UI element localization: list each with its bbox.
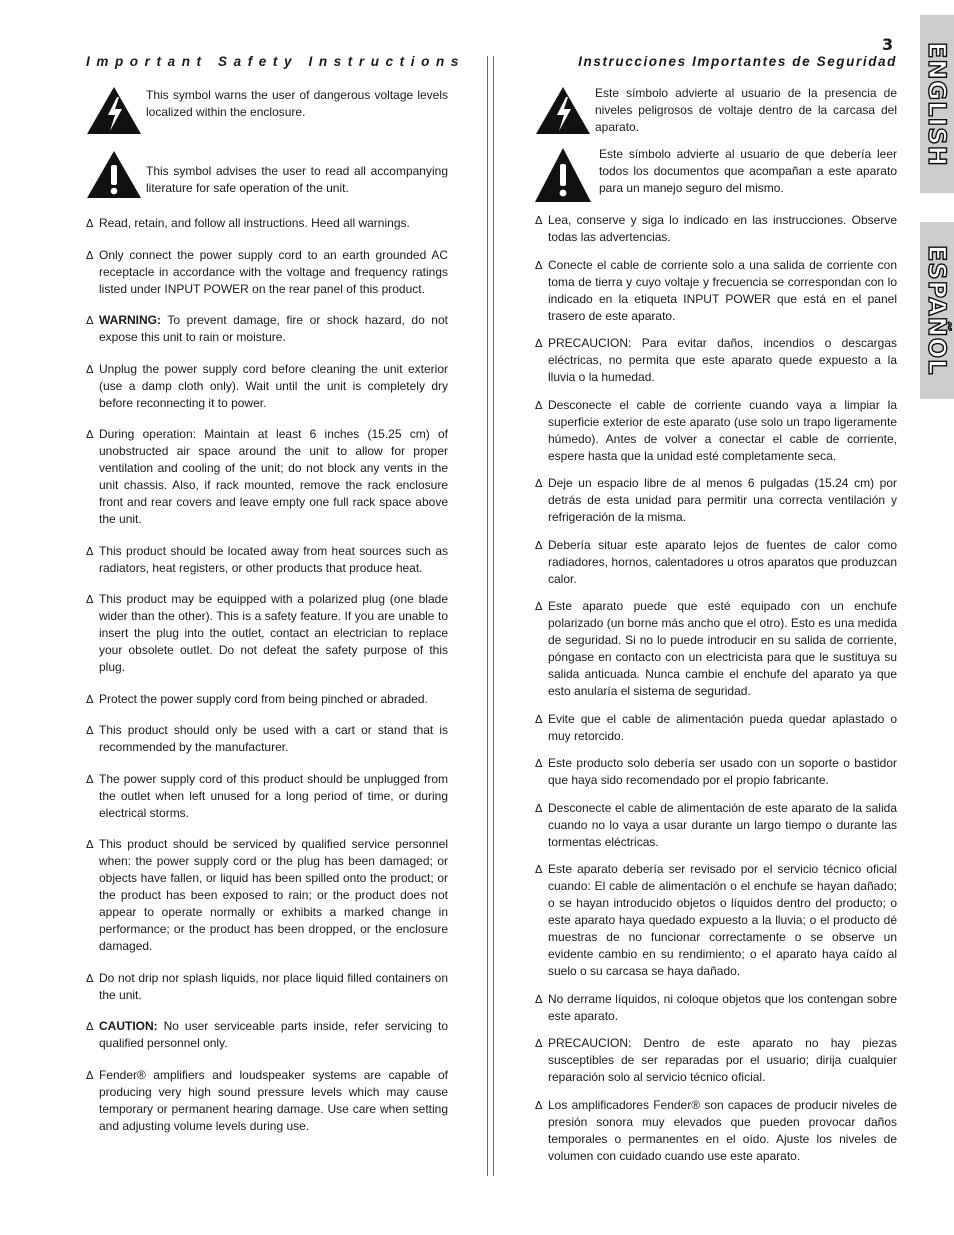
- delta-bullet-icon: Δ: [535, 712, 543, 726]
- list-item: Δ Este producto solo debería ser usado con un soporte o bastidor que haya sido recomendado por el propio fabricante.: [535, 756, 897, 787]
- delta-bullet-icon: Δ: [86, 971, 94, 985]
- delta-bullet-icon: Δ: [535, 477, 543, 490]
- exclamation-warning-icon: [535, 146, 591, 204]
- voltage-symbol-text: This symbol warns the user of dangerous voltage levels localized within the enclosure.: [146, 88, 448, 119]
- delta-bullet-icon: Δ: [535, 1098, 543, 1112]
- list-item: Δ PRECAUCION: Para evitar daños, incendios o descargas eléctricas, no permita que este aparato quede expuesto a la lluvia o la humedad.: [535, 336, 897, 384]
- delta-bullet-icon: Δ: [535, 757, 543, 770]
- delta-bullet-icon: Δ: [535, 1037, 543, 1050]
- delta-bullet-icon: Δ: [86, 217, 94, 230]
- literature-symbol-text-es: Este símbolo advierte al usuario de que debería leer todos los documentos que acompañan a este aparato para un manejo seguro del mismo.: [599, 147, 897, 195]
- list-item: Δ Read, retain, and follow all instructions. Heed all warnings.: [86, 216, 410, 230]
- delta-bullet-icon: Δ: [86, 362, 94, 376]
- list-item: Δ Lea, conserve y siga lo indicado en las instrucciones. Observe todas las advertencias.: [535, 213, 897, 244]
- tab-english-label: ENGLISH: [923, 41, 951, 167]
- voltage-symbol-text-es: Este símbolo advierte al usuario de la presencia de niveles peligrosos de voltaje dentro de la carcasa del aparato.: [595, 86, 897, 134]
- list-item: Δ CAUTION: No user serviceable parts inside, refer servicing to qualified personnel only.: [86, 1019, 448, 1050]
- tab-espanol: [920, 222, 954, 399]
- list-item: Δ This product should only be used with a cart or stand that is recommended by the manufacturer.: [86, 723, 448, 754]
- list-item: Δ Este aparato debería ser revisado por el servicio técnico oficial cuando: El cable de alimentación o el enchufe se hayan dañado; o se hayan introducido objetos o líquidos dentro del producto; o este aparato haya quedado expuesto a la lluvia; o el producto dé muestras de no funcionar correctamente o se observe un evidente cambio en su rendimiento; o el aparato haya caído al suelo o su carcasa se haya dañado.: [535, 862, 897, 978]
- list-item: Δ This product may be equipped with a polarized plug (one blade wider than the other). This is a safety feature. If you are unable to insert the plug into the outlet, contact an electrician to replace your obsolete outlet. Do not defeat the safety purpose of this plug.: [86, 592, 448, 674]
- spanish-instruction-list: [535, 212, 897, 1165]
- spanish-column: [535, 52, 897, 1175]
- list-item: Δ Debería situar este aparato lejos de fuentes de calor como radiadores, hornos, calentadores u otros aparatos que produzcan calor.: [535, 537, 897, 586]
- delta-bullet-icon: Δ: [86, 692, 94, 706]
- list-item: Δ This product should be serviced by qualified service personnel when: the power supply cord or the plug has been damaged; or objects have fallen, or liquid has been spilled onto the product; or the product has been exposed to rain; or the product does not appear to operate normally or exhibits a marked change in performance; or the product has been dropped, or the enclosure damaged.: [86, 837, 448, 953]
- list-item: Δ Evite que el cable de alimentación pueda quedar aplastado o muy retorcido.: [535, 711, 897, 743]
- tab-english: [920, 15, 954, 193]
- tab-espanol-label: ESPAÑOL: [923, 245, 951, 376]
- delta-bullet-icon: Δ: [86, 428, 94, 441]
- english-column: [86, 52, 465, 1149]
- spanish-heading: Instrucciones Importantes de Seguridad: [578, 54, 897, 69]
- delta-bullet-icon: Δ: [86, 544, 94, 558]
- list-item: Δ The power supply cord of this product should be unplugged from the outlet when left unused for a long period of time, or during electrical storms.: [86, 771, 448, 820]
- list-item: Δ Fender® amplifiers and loudspeaker systems are capable of producing very high sound pressure levels which may cause temporary or permanent hearing damage. Use care when setting and adjusting volume levels during use.: [86, 1067, 448, 1133]
- english-instruction-list: [86, 215, 448, 1135]
- delta-bullet-icon: Δ: [86, 248, 94, 262]
- delta-bullet-icon: Δ: [86, 593, 94, 606]
- list-item: Δ Only connect the power supply cord to an earth grounded AC receptacle in accordance with the voltage and frequency ratings listed under INPUT POWER on the rear panel of this product.: [86, 247, 448, 296]
- exclamation-warning-icon: [86, 149, 142, 199]
- list-item: Δ PRECAUCION: Dentro de este aparato no hay piezas susceptibles de ser reparadas por el usuario; dirija cualquier reparación solo al servicio técnico oficial.: [535, 1036, 897, 1084]
- voltage-warning-block: [86, 85, 448, 135]
- caution-label: CAUTION:: [99, 1019, 158, 1033]
- list-item: Δ Protect the power supply cord from being pinched or abraded.: [86, 691, 428, 706]
- delta-bullet-icon: Δ: [535, 600, 543, 613]
- english-heading: Important Safety Instructions: [86, 54, 465, 69]
- delta-bullet-icon: Δ: [535, 801, 543, 815]
- literature-warning-block: [86, 149, 448, 199]
- delta-bullet-icon: Δ: [86, 838, 94, 851]
- delta-bullet-icon: Δ: [86, 1068, 94, 1082]
- delta-bullet-icon: Δ: [535, 214, 543, 227]
- delta-bullet-icon: Δ: [86, 724, 94, 737]
- list-item: Δ Desconecte el cable de alimentación de este aparato de la salida cuando no lo vaya a usar durante un largo tiempo o durante las tormentas eléctricas.: [535, 800, 897, 849]
- lightning-bolt-warning-icon: [86, 85, 142, 135]
- warning-label: WARNING:: [99, 313, 161, 327]
- delta-bullet-icon: Δ: [535, 398, 543, 412]
- delta-bullet-icon: Δ: [86, 314, 94, 327]
- list-item: Δ No derrame líquidos, ni coloque objetos que los contengan sobre este aparato.: [535, 991, 897, 1023]
- list-item: Δ During operation: Maintain at least 6 inches (15.25 cm) of unobstructed air space around the unit to allow for proper ventilation and cooling of the unit; do not block any vents in the unit chassis. Also, if rack mounted, remove the rack enclosure front and rear covers and leave empty one full rack space above the unit.: [86, 427, 448, 526]
- delta-bullet-icon: Δ: [86, 772, 94, 786]
- delta-bullet-icon: Δ: [86, 1020, 94, 1033]
- delta-bullet-icon: Δ: [535, 258, 543, 272]
- literature-symbol-text: This symbol advises the user to read all accompanying literature for safe operation of the unit.: [146, 164, 448, 195]
- lightning-bolt-warning-icon: [535, 85, 591, 135]
- delta-bullet-icon: Δ: [535, 863, 543, 876]
- delta-bullet-icon: Δ: [535, 992, 543, 1006]
- delta-bullet-icon: Δ: [535, 337, 543, 350]
- list-item: Δ WARNING: To prevent damage, fire or shock hazard, do not expose this unit to rain or moisture.: [86, 313, 448, 344]
- literature-warning-block-es: [535, 146, 897, 204]
- voltage-warning-block-es: [535, 85, 897, 136]
- list-item: Δ Unplug the power supply cord before cleaning the unit exterior (use a damp cloth only). Wait until the unit is completely dry before reconnecting it to power.: [86, 361, 448, 410]
- list-item: Δ Este aparato puede que esté equipado con un enchufe polarizado (un borne más ancho que el otro). Esto es una medida de seguridad. Si no lo puede introducir en su salida de corriente, póngase en contacto con un electricista para que le sustituya su salida anticuada. Nunca cambie el enchufe del aparato ya que esto anularía el sistema de seguridad.: [535, 599, 897, 698]
- list-item: Δ Desconecte el cable de corriente cuando vaya a limpiar la superficie exterior de este aparato (use solo un trapo ligeramente húmedo). Antes de volver a conectar el cable de corriente, espere hasta que la unidad esté completamente seca.: [535, 397, 897, 463]
- list-item: Δ Conecte el cable de corriente solo a una salida de corriente con toma de tierra y cuyo voltaje y frecuencia se correspondan con lo indicado en la etiqueta INPUT POWER que está en el panel trasero de este aparato.: [535, 257, 897, 323]
- list-item: Δ Do not drip nor splash liquids, nor place liquid filled containers on the unit.: [86, 970, 448, 1002]
- delta-bullet-icon: Δ: [535, 538, 543, 552]
- list-item: Δ Los amplificadores Fender® son capaces de producir niveles de presión sonora muy elevados que pueden provocar daños temporales o permanentes en el oído. Ajuste los niveles de volumen con cuidado cuando use este aparato.: [535, 1097, 897, 1163]
- column-divider: [487, 56, 494, 1176]
- list-item: Δ This product should be located away from heat sources such as radiators, heat registers, or other products that produce heat.: [86, 543, 448, 575]
- list-item: Δ Deje un espacio libre de al menos 6 pulgadas (15.24 cm) por detrás de esta unidad para permitir una correcta ventilación y refrigeración de la misma.: [535, 476, 897, 524]
- page-number: 3: [882, 35, 894, 54]
